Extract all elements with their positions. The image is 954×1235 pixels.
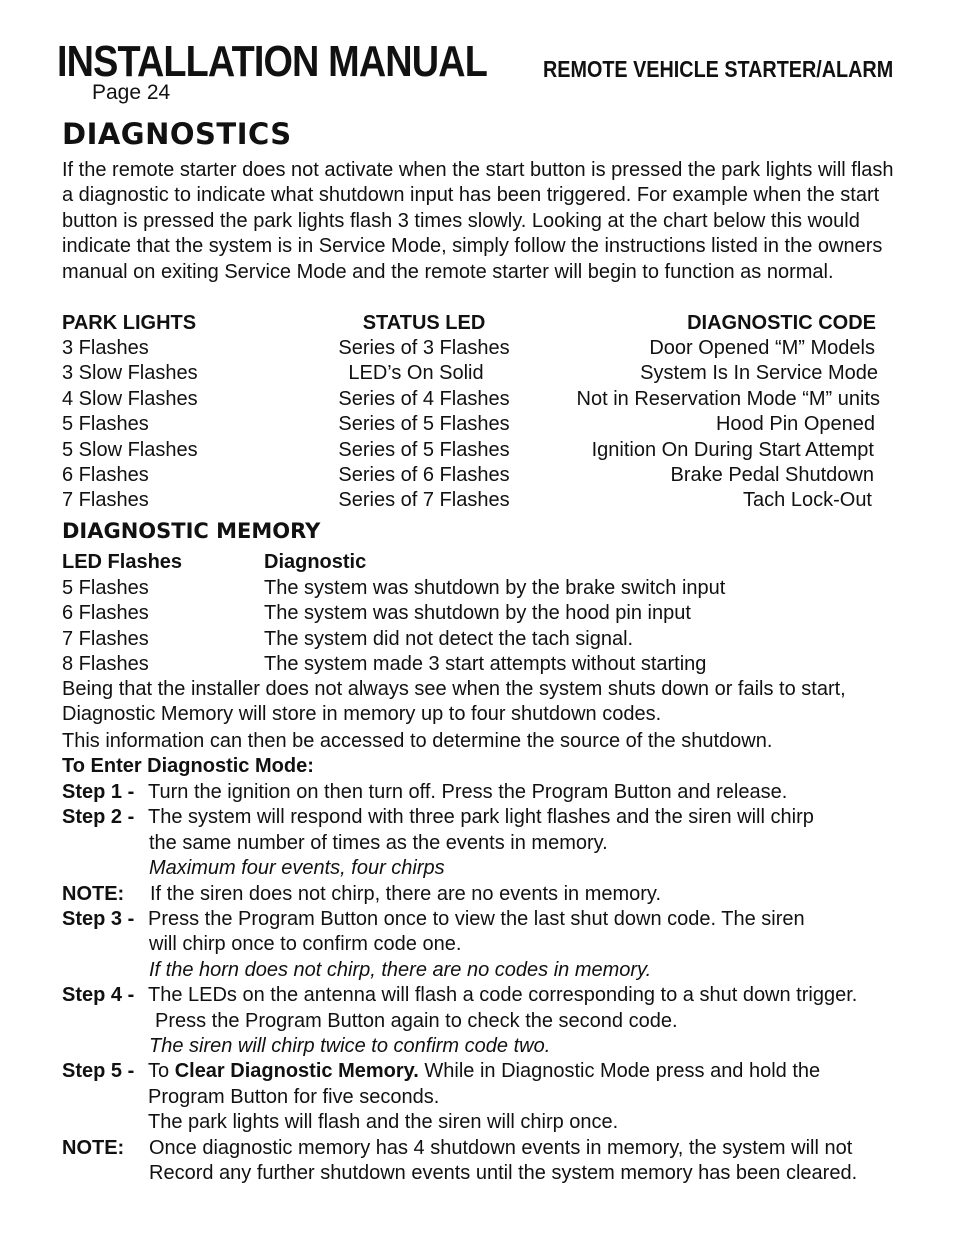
cell-diagnostic-code: Door Opened “M” Models	[649, 337, 875, 359]
step-2-line-2: the same number of times as the events in memory.	[149, 832, 608, 854]
cell-park-lights: 3 Slow Flashes	[62, 362, 198, 384]
cell-park-lights: 3 Flashes	[62, 337, 149, 359]
step-2-note: Maximum four events, four chirps	[149, 857, 445, 879]
cell-diagnostic: The system was shutdown by the brake switch input	[264, 577, 726, 599]
table-row	[0, 386, 954, 412]
memory-paragraph: Being that the installer does not always see when the system shuts down or fails to start, Diagnostic Memory will store in memory up to four shutdown codes.	[62, 678, 846, 726]
cell-status-led: Series of 6 Flashes	[338, 464, 510, 486]
step-4-note: The siren will chirp twice to confirm code two.	[149, 1035, 551, 1057]
step-2-line-1: The system will respond with three park light flashes and the siren will chirp	[148, 806, 814, 828]
diagnostics-heading: DIAGNOSTICS	[62, 117, 292, 151]
enter-diagnostic-mode-heading: To Enter Diagnostic Mode:	[62, 755, 314, 777]
table-row	[0, 487, 954, 513]
step-5-to: To	[148, 1060, 170, 1082]
cell-led-flashes: 5 Flashes	[62, 577, 149, 599]
step-2-label: Step 2 -	[62, 806, 135, 828]
cell-diagnostic-code: Ignition On During Start Attempt	[591, 439, 874, 461]
cell-diagnostic-code: Brake Pedal Shutdown	[670, 464, 874, 486]
step-5-line-3: The park lights will flash and the siren will chirp once.	[148, 1111, 619, 1133]
cell-park-lights: 7 Flashes	[62, 489, 149, 511]
cell-diagnostic: The system made 3 start attempts without starting	[264, 653, 707, 675]
table-row	[0, 411, 954, 437]
step-4-line-2: Press the Program Button again to check the second code.	[155, 1010, 678, 1032]
note-2-line-1: Once diagnostic memory has 4 shutdown events in memory, the system will not	[149, 1137, 853, 1159]
memory-paragraph-2: This information can then be accessed to determine the source of the shutdown.	[62, 730, 773, 752]
step-5-label: Step 5 -	[62, 1060, 135, 1082]
cell-diagnostic-code: Not in Reservation Mode “M” units	[576, 388, 880, 410]
page-number: Page 24	[92, 81, 171, 104]
step-5-line-1	[148, 1058, 820, 1084]
step-3-line-2: will chirp once to confirm code one.	[149, 933, 462, 955]
cell-status-led: Series of 3 Flashes	[338, 337, 510, 359]
step-3-line-1: Press the Program Button once to view the last shut down code. The siren	[148, 908, 805, 930]
cell-diagnostic-code: Tach Lock-Out	[743, 489, 872, 511]
cell-diagnostic: The system did not detect the tach signal.	[264, 628, 634, 650]
step-5-clear-memory: Clear Diagnostic Memory.	[174, 1060, 419, 1082]
table-row	[0, 626, 954, 652]
cell-led-flashes: 7 Flashes	[62, 628, 149, 650]
cell-led-flashes: 8 Flashes	[62, 653, 149, 675]
table-row	[0, 335, 954, 361]
diagnostic-table-header	[0, 310, 954, 336]
step-3-note: If the horn does not chirp, there are no codes in memory.	[149, 959, 652, 981]
diagnostics-intro: If the remote starter does not activate when the start button is pressed the park lights will flash a diagnostic to indicate what shutdown input has been triggered. For example when the start button is pressed the park lights flash 3 times slowly. Looking at the chart below this would indicate that the system is in Service Mode, simply follow the instructions listed in the owners manual on exiting Service Mode and the remote starter will begin to function as normal.	[62, 159, 894, 283]
header-status-led: STATUS LED	[362, 312, 486, 334]
cell-status-led: Series of 5 Flashes	[338, 413, 510, 435]
header-diagnostic: Diagnostic	[264, 551, 367, 573]
step-4-label: Step 4 -	[62, 984, 135, 1006]
note-1-text: If the siren does not chirp, there are no events in memory.	[150, 883, 661, 905]
cell-status-led: Series of 4 Flashes	[338, 388, 510, 410]
memory-table-header	[0, 549, 954, 575]
header-led-flashes: LED Flashes	[62, 551, 183, 573]
header-diagnostic-code: DIAGNOSTIC CODE	[687, 312, 876, 334]
step-5-rest: While in Diagnostic Mode press and hold the	[424, 1060, 821, 1082]
manual-subtitle: REMOTE VEHICLE STARTER/ALARM	[542, 56, 893, 82]
step-1-label: Step 1 -	[62, 781, 135, 803]
step-4-line-1: The LEDs on the antenna will flash a code corresponding to a shut down trigger.	[148, 984, 858, 1006]
header-park-lights: PARK LIGHTS	[62, 312, 197, 334]
manual-title: INSTALLATION MANUAL	[57, 37, 487, 86]
cell-diagnostic: The system was shutdown by the hood pin input	[264, 602, 691, 624]
cell-status-led: Series of 5 Flashes	[338, 439, 510, 461]
table-row	[0, 360, 954, 386]
table-row	[0, 575, 954, 601]
table-row	[0, 437, 954, 463]
cell-diagnostic-code: Hood Pin Opened	[715, 413, 875, 435]
cell-park-lights: 6 Flashes	[62, 464, 149, 486]
cell-park-lights: 5 Flashes	[62, 413, 149, 435]
step-5-line-2: Program Button for five seconds.	[148, 1086, 440, 1108]
table-row	[0, 600, 954, 626]
note-2-line-2: Record any further shutdown events until the system memory has been cleared.	[149, 1162, 858, 1184]
table-row	[0, 651, 954, 677]
step-1-text: Turn the ignition on then turn off. Press the Program Button and release.	[148, 781, 788, 803]
diagnostic-memory-heading: DIAGNOSTIC MEMORY	[62, 519, 321, 543]
cell-led-flashes: 6 Flashes	[62, 602, 149, 624]
table-row	[0, 462, 954, 488]
cell-status-led: Series of 7 Flashes	[338, 489, 510, 511]
cell-diagnostic-code: System Is In Service Mode	[640, 362, 878, 384]
note-2-label: NOTE:	[62, 1137, 125, 1159]
cell-status-led: LED’s On Solid	[348, 362, 484, 384]
note-1-label: NOTE:	[62, 883, 125, 905]
cell-park-lights: 4 Slow Flashes	[62, 388, 198, 410]
cell-park-lights: 5 Slow Flashes	[62, 439, 198, 461]
step-3-label: Step 3 -	[62, 908, 135, 930]
